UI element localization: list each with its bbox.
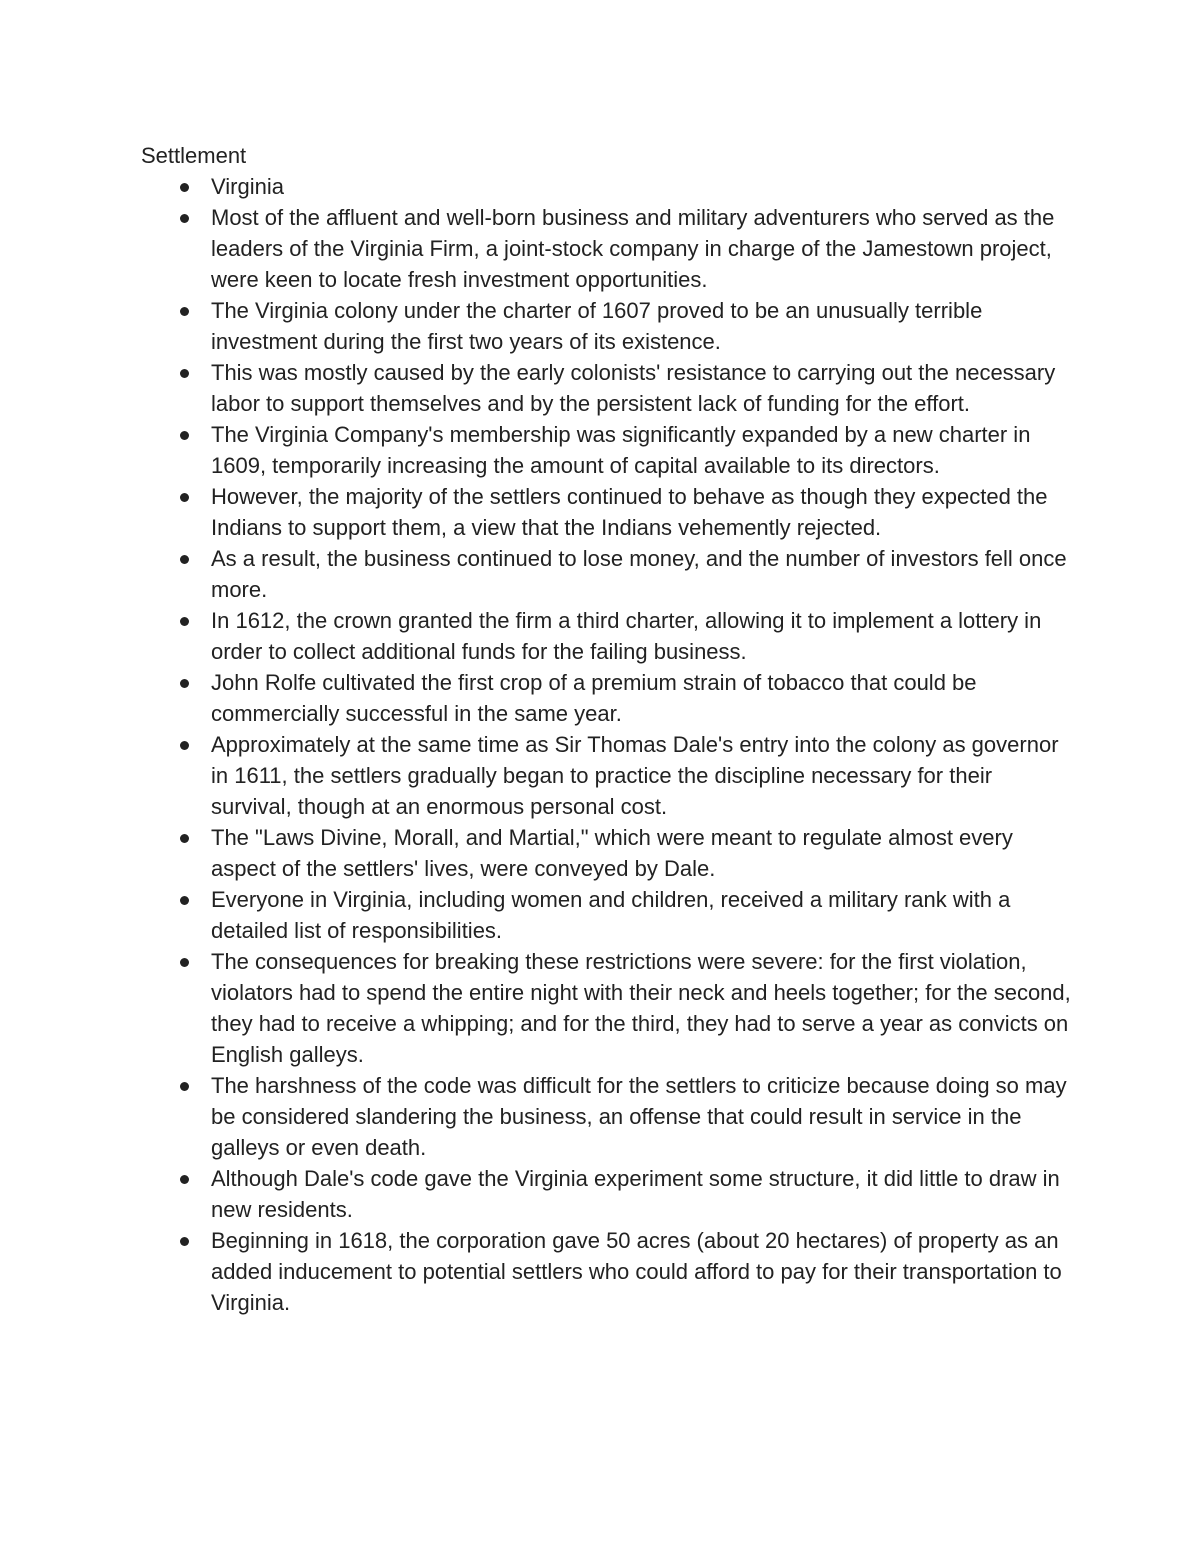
list-item-text: The consequences for breaking these restrictions were severe: for the first violation, violators had to spend the entire night with their neck and heels together; for the second, they had to receive a whipping; and for the third, they had to serve a year as convicts on English galleys. [211, 949, 1071, 1067]
bullet-icon [180, 307, 189, 316]
list-item-text: However, the majority of the settlers continued to behave as though they expected the Indians to support them, a view that the Indians vehemently rejected. [211, 484, 1048, 540]
bullet-icon [180, 896, 189, 905]
list-item-text: This was mostly caused by the early colonists' resistance to carrying out the necessary labor to support themselves and by the persistent lack of funding for the effort. [211, 360, 1056, 416]
list-item-text: Although Dale's code gave the Virginia experiment some structure, it did little to draw in new residents. [211, 1166, 1060, 1222]
list-item-text: Beginning in 1618, the corporation gave 50 acres (about 20 hectares) of property as an added inducement to potential settlers who could afford to pay for their transportation to Virginia. [211, 1228, 1062, 1315]
list-item [141, 884, 1071, 946]
bullet-icon [180, 741, 189, 750]
list-item [141, 171, 1071, 202]
bullet-icon [180, 214, 189, 223]
list-item [141, 605, 1071, 667]
list-item-text: Most of the affluent and well-born business and military adventurers who served as the leaders of the Virginia Firm, a joint-stock company in charge of the Jamestown project, were keen to locate fresh investment opportunities. [211, 205, 1055, 292]
list-item [141, 419, 1071, 481]
list-item-text: The Virginia colony under the charter of 1607 proved to be an unusually terrible investment during the first two years of its existence. [211, 298, 983, 354]
bullet-icon [180, 617, 189, 626]
bullet-icon [180, 679, 189, 688]
list-item [141, 729, 1071, 822]
bullet-icon [180, 1082, 189, 1091]
list-item-text: The harshness of the code was difficult for the settlers to criticize because doing so may be considered slandering the business, an offense that could result in service in the galleys or even death. [211, 1073, 1067, 1160]
list-item [141, 1070, 1071, 1163]
bullet-icon [180, 555, 189, 564]
bullet-list [141, 171, 1071, 1318]
list-item [141, 1225, 1071, 1318]
bullet-icon [180, 493, 189, 502]
list-item-text: As a result, the business continued to lose money, and the number of investors fell once more. [211, 546, 1067, 602]
list-item [141, 667, 1071, 729]
document-page [141, 140, 1071, 1318]
section-heading: Settlement [141, 143, 247, 168]
list-item [141, 481, 1071, 543]
list-item-text: In 1612, the crown granted the firm a third charter, allowing it to implement a lottery in order to collect additional funds for the failing business. [211, 608, 1042, 664]
list-item-text: Approximately at the same time as Sir Thomas Dale's entry into the colony as governor in 1611, the settlers gradually began to practice the discipline necessary for their survival, though at an enormous personal cost. [211, 732, 1059, 819]
list-item-text: Everyone in Virginia, including women and children, received a military rank with a detailed list of responsibilities. [211, 887, 1011, 943]
list-item-text: The "Laws Divine, Morall, and Martial," which were meant to regulate almost every aspect of the settlers' lives, were conveyed by Dale. [211, 825, 1013, 881]
list-item [141, 946, 1071, 1070]
list-item [141, 202, 1071, 295]
list-item-text: Virginia [211, 174, 284, 199]
list-item [141, 357, 1071, 419]
bullet-icon [180, 958, 189, 967]
list-item-text: The Virginia Company's membership was significantly expanded by a new charter in 1609, temporarily increasing the amount of capital available to its directors. [211, 422, 1031, 478]
bullet-icon [180, 1237, 189, 1246]
bullet-icon [180, 431, 189, 440]
list-item [141, 1163, 1071, 1225]
list-item [141, 543, 1071, 605]
bullet-icon [180, 834, 189, 843]
list-item [141, 295, 1071, 357]
list-item-text: John Rolfe cultivated the first crop of a premium strain of tobacco that could be commercially successful in the same year. [211, 670, 977, 726]
bullet-icon [180, 183, 189, 192]
bullet-icon [180, 1175, 189, 1184]
list-item [141, 822, 1071, 884]
bullet-icon [180, 369, 189, 378]
